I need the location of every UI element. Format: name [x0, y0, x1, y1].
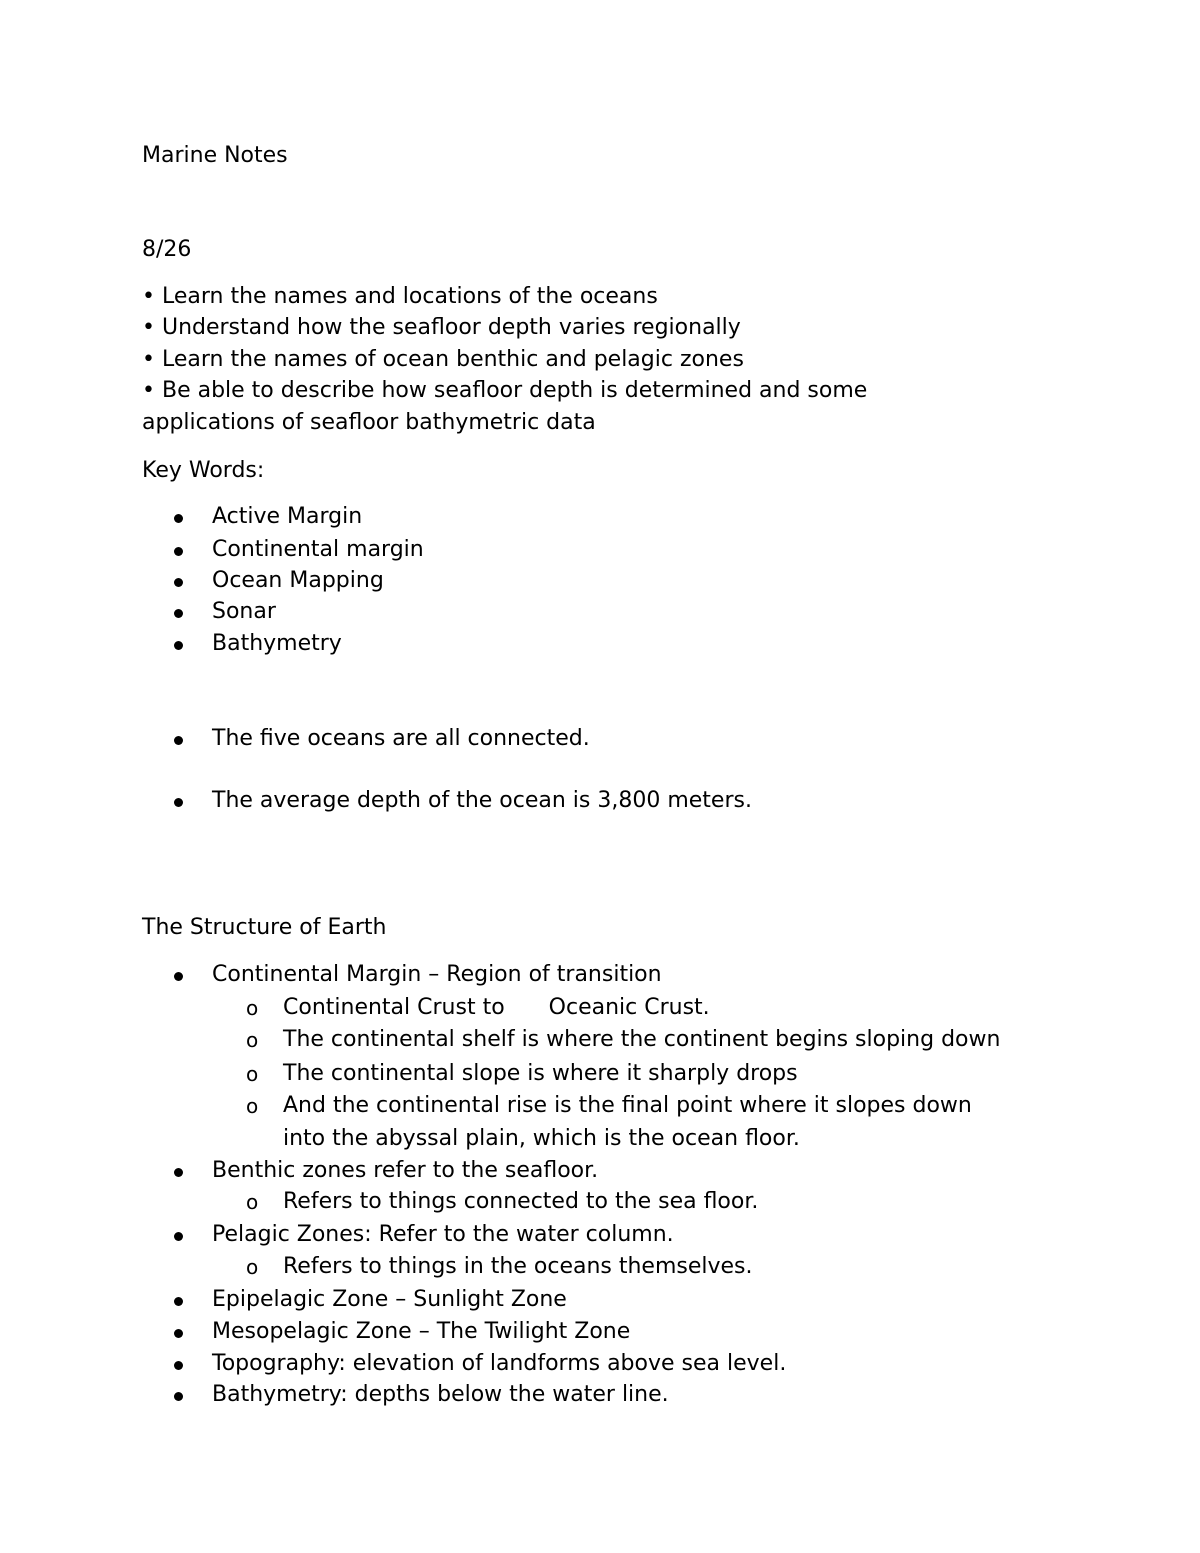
fact-text: The five oceans are all connected. [212, 726, 590, 751]
sub-bullet-icon: o [246, 1062, 259, 1086]
bullet-icon [174, 798, 183, 807]
structure-sub-text-continuation: into the abyssal plain, which is the ocean floor. [283, 1126, 800, 1151]
bullet-icon [174, 1297, 183, 1306]
sub-bullet-icon: o [246, 1190, 259, 1214]
bullet-icon [174, 641, 183, 650]
structure-sub-text: The continental slope is where it sharply drops [283, 1061, 798, 1086]
structure-sub-text [283, 994, 710, 1022]
key-word-text: Continental margin [212, 537, 424, 562]
objective-line: • Learn the names of ocean benthic and pelagic zones [142, 347, 744, 372]
key-word-text: Bathymetry [212, 631, 342, 656]
structure-heading: The Structure of Earth [142, 915, 387, 940]
document-title: Marine Notes [142, 143, 288, 168]
structure-sub-text-part: Oceanic Crust. [548, 995, 710, 1020]
bullet-icon [174, 609, 183, 618]
bullet-icon [174, 736, 183, 745]
key-word-text: Active Margin [212, 504, 363, 529]
structure-text: Benthic zones refer to the seafloor. [212, 1158, 599, 1183]
fact-text: The average depth of the ocean is 3,800 meters. [212, 788, 752, 813]
bullet-icon [174, 1168, 183, 1177]
structure-sub-text: Refers to things in the oceans themselves. [283, 1254, 753, 1279]
structure-text: Topography: elevation of landforms above sea level. [212, 1351, 787, 1376]
bullet-icon [174, 1361, 183, 1370]
bullet-icon [174, 972, 183, 981]
sub-bullet-icon: o [246, 996, 259, 1020]
structure-text: Epipelagic Zone – Sunlight Zone [212, 1287, 567, 1312]
structure-text: Bathymetry: depths below the water line. [212, 1382, 669, 1407]
structure-text: Pelagic Zones: Refer to the water column. [212, 1222, 674, 1247]
key-words-heading: Key Words: [142, 458, 265, 483]
objective-line: • Learn the names and locations of the oceans [142, 284, 658, 309]
objective-line: • Be able to describe how seafloor depth is determined and some [142, 378, 868, 403]
sub-bullet-icon: o [246, 1028, 259, 1052]
structure-sub-text: And the continental rise is the final point where it slopes down [283, 1093, 972, 1118]
bullet-icon [174, 547, 183, 556]
objective-line: applications of seafloor bathymetric data [142, 410, 596, 435]
bullet-icon [174, 514, 183, 523]
sub-bullet-icon: o [246, 1094, 259, 1118]
key-word-text: Ocean Mapping [212, 568, 384, 593]
bullet-icon [174, 1329, 183, 1338]
structure-sub-text: The continental shelf is where the continent begins sloping down [283, 1027, 1001, 1052]
sub-bullet-icon: o [246, 1255, 259, 1279]
objective-line: • Understand how the seafloor depth varies regionally [142, 315, 741, 340]
note-date: 8/26 [142, 237, 192, 262]
key-word-text: Sonar [212, 599, 276, 624]
bullet-icon [174, 1392, 183, 1401]
structure-sub-text-part: Continental Crust to [283, 995, 505, 1020]
structure-text: Continental Margin – Region of transition [212, 962, 662, 987]
bullet-icon [174, 578, 183, 587]
bullet-icon [174, 1232, 183, 1241]
structure-sub-text: Refers to things connected to the sea floor. [283, 1189, 759, 1214]
structure-text: Mesopelagic Zone – The Twilight Zone [212, 1319, 631, 1344]
